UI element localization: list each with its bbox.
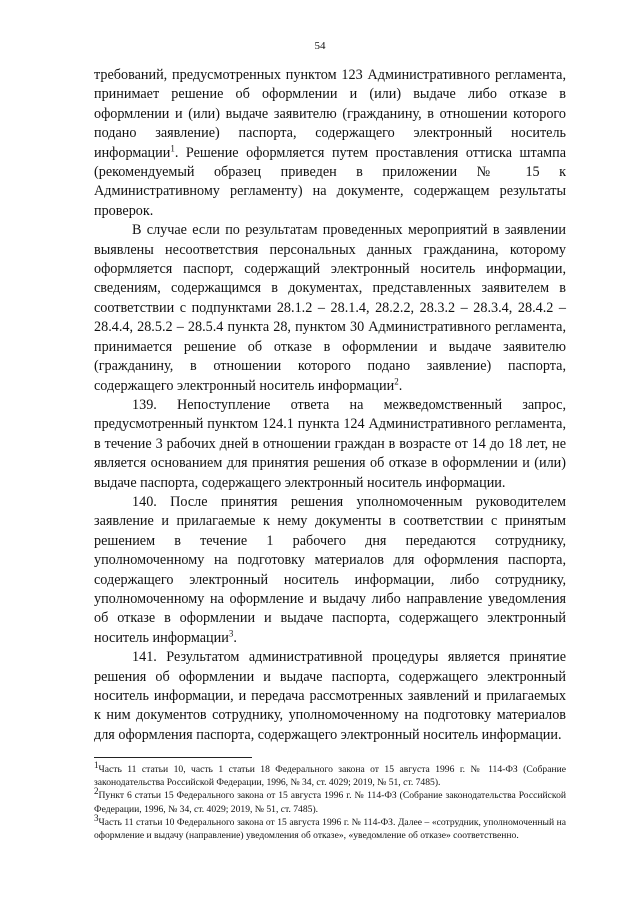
footnote-mark: 3 <box>94 812 99 823</box>
footnote <box>94 812 566 842</box>
paragraph-text: 140. После принятия решения уполномоченным руководителем заявление и прилагаемые к нему документы в соответствии с принятым решением в течение 1 рабочего дня передаются сотруднику, уполномоченному на подготовку материалов для оформления паспорта, содержащего электронный носитель информации, либо сотруднику, уполномоченному на оформление и выдачу либо направление уведомления об отказе в оформлении и выдаче паспорта, содержащего электронный носитель информации <box>94 493 566 646</box>
paragraph <box>94 493 566 648</box>
footnote-reference[interactable]: 3 <box>228 628 234 639</box>
footnote-text: Часть 11 статьи 10 Федерального закона от 15 августа 1996 г. № 114-ФЗ. Далее – «сотрудник, уполномоченный на оформление и выдачу (направление) уведомления об отказе», «уведомление об отказе» соответственно. <box>94 816 566 842</box>
paragraph-text: . Решение оформляется путем проставления оттиска штампа (рекомендуемый образец приведен в приложении № 15 к Административному регламенту) на документе, содержащем результаты проверок. <box>94 144 566 219</box>
paragraph-text: . <box>233 629 237 646</box>
footnote-separator <box>94 757 252 758</box>
paragraph-text: 139. Непоступление ответа на межведомственный запрос, предусмотренный пунктом 124.1 пункта 124 Административного регламента, в течение 3 рабочих дней в отношении граждан в возрасте от 14 до 18 лет, не является основанием для принятия решения об отказе в оформлении и (или) выдаче паспорта, содержащего электронный носитель информации. <box>94 396 566 491</box>
footnote-text: Пункт 6 статьи 15 Федерального закона от 15 августа 1996 г. № 114-ФЗ (Собрание законодательства Российской Федерации, 1996, № 34, ст. 4029; 2019, № 51, ст. 7485). <box>94 790 566 815</box>
footnotes <box>94 759 566 842</box>
footnote-text: Часть 11 статьи 10, часть 1 статьи 18 Федерального закона от 15 августа 1996 г. № 114-ФЗ (Собрание законодательства Российской Федерации, 1996, № 34, ст. 4029; 2019, № 51, ст. 7485). <box>94 764 566 789</box>
paragraph <box>94 396 566 493</box>
footnote-reference[interactable]: 2 <box>394 375 399 386</box>
footnote <box>94 786 566 815</box>
footnote-mark: 1 <box>94 759 99 770</box>
document-body <box>94 66 566 745</box>
footnote-mark: 2 <box>94 786 99 797</box>
paragraph <box>94 66 566 221</box>
paragraph-text: 141. Результатом административной процедуры является принятие решения об оформлении и выдаче паспорта, содержащего электронный носитель информации, и передача рассмотренных заявлений и прилагаемых к ним документов сотруднику, уполномоченному на подготовку материалов для оформления паспорта, содержащего электронный носитель информации. <box>94 649 566 743</box>
paragraph <box>94 648 566 745</box>
paragraph <box>94 221 566 396</box>
paragraph-text: . <box>398 377 403 394</box>
footnote-reference[interactable]: 1 <box>170 142 175 153</box>
paragraph-text: В случае если по результатам проведенных мероприятий в заявлении выявлены несоответствия персональных данных гражданина, которому оформляется паспорт, содержащий электронный носитель информации, сведениям, содержащимся в документах, представленных заявителем в соответствии с подпунктами 28.1.2 – 28.1.4, 28.2.2, 28.3.2 – 28.3.4, 28.4.2 – 28.4.4, 28.5.2 – 28.5.4 пункта 28, пунктом 30 Административного регламента, принимается решение об отказе в оформлении и выдаче заявителю (гражданину, в отношении которого подано заявление) паспорта, содержащего электронный носитель информации <box>94 222 566 394</box>
paragraph-text: требований, предусмотренных пунктом 123 Административного регламента, принимает решение об оформлении и (или) выдаче либо отказе в оформлении и (или) выдаче заявителю (гражданину, в отношении которого подано заявление) паспорта, содержащего электронный носитель информации <box>94 67 566 161</box>
footnote <box>94 759 566 789</box>
page-number: 54 <box>314 40 326 52</box>
